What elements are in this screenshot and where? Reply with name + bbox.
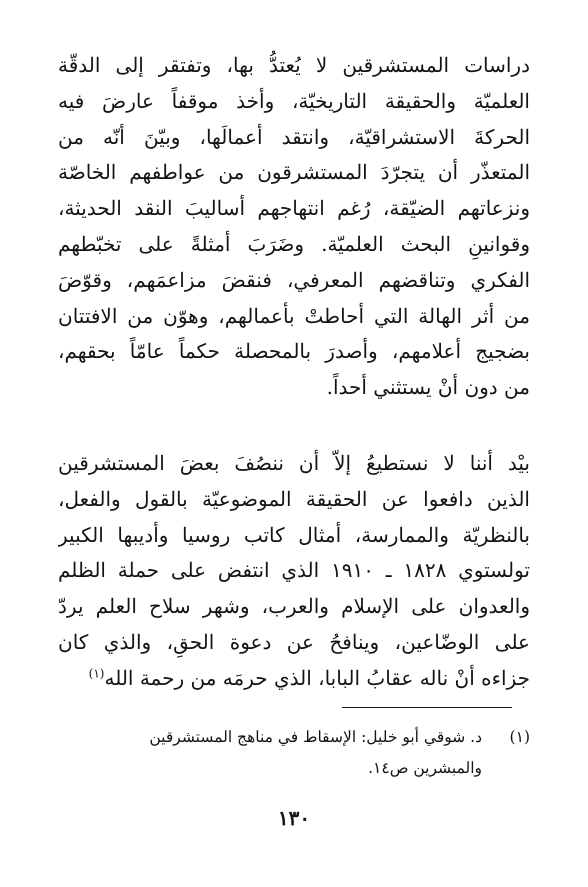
page-number: ١٣٠ — [277, 806, 311, 830]
footnote-text: د. شوقي أبو خليل: الإسقاط في مناهج المستشرقين — [149, 728, 482, 746]
paragraph-line: الحركةَ الاستشراقيّة، وانتقد أعمالَها، وبيّنَ أنّه من — [58, 124, 530, 149]
footnote-reference[interactable]: (١) — [88, 666, 105, 681]
paragraph-line: بالنظريّة والممارسة، أمثال كاتب روسيا وأديبها الكبير — [58, 522, 530, 547]
paragraph-line-with-footnote — [58, 661, 530, 697]
footnote — [58, 722, 530, 784]
paragraph-line: والعدوان على الإسلام والعرب، وشهر سلاح العلم يردّ — [58, 594, 530, 619]
footnote-line — [58, 722, 530, 753]
footnote-number: (١) — [509, 728, 530, 746]
paragraph-line: المتعذّر أن يتجرّدَ المستشرقون من عواطفهم الخاصّة — [58, 160, 530, 185]
paragraph-line: ونزعاتهم الضيّقة، رُغم انتهاجهم أساليبَ النقد الحديثة، — [58, 196, 530, 221]
paragraph-line-text: جزاءه أنْ ناله عقابُ البابا، الذي حرمَه من رحمة الله — [104, 665, 530, 690]
paragraph-line: من أثر الهالة التي أحاطتْ بأعمالهم، وهوّن من الافتتان — [58, 303, 530, 328]
paragraph-line: الفكري وتناقضهم المعرفي، فنقضَ مزاعمَهم، وقوّضَ — [58, 267, 530, 292]
paragraph-line: الذين دافعوا عن الحقيقة الموضوعيّة بالقول والفعل، — [58, 486, 530, 511]
paragraph-line: العلميّة والحقيقة التاريخيّة، وأخذ موقفاً عارضَ فيه — [58, 88, 530, 113]
footnote-line: والمبشرين ص١٤. — [368, 759, 482, 777]
paragraph-line: تولستوي ١٨٢٨ ـ ١٩١٠ الذي انتفض على حملة الظلم — [58, 558, 530, 583]
paragraph-line: بيْد أننا لا نستطيعُ إلاّ أن ننصُفَ بعضَ المستشرقين — [58, 451, 530, 475]
paragraph-line: على الوضّاعين، وينافحُ عن دعوة الحقِ، والذي كان — [58, 629, 530, 654]
paragraph-line: وقوانينِ البحث العلميّة. وضَرَبَ أمثلةً على تخبّطهم — [58, 231, 530, 256]
paragraph-line: من دون أنْ يستثني أحداً. — [326, 375, 530, 400]
paragraph-line: دراسات المستشرقين لا يُعتدُّ بها، وتفتقر إلى الدقّة — [58, 53, 530, 77]
footnote-separator — [342, 707, 512, 708]
paragraph-2 — [58, 446, 530, 697]
paragraph-line: بضجيج أعلامهم، وأصدرَ بالمحصلة حكماً عامّاً بحقهم، — [58, 339, 530, 364]
paragraph-1 — [58, 48, 530, 406]
